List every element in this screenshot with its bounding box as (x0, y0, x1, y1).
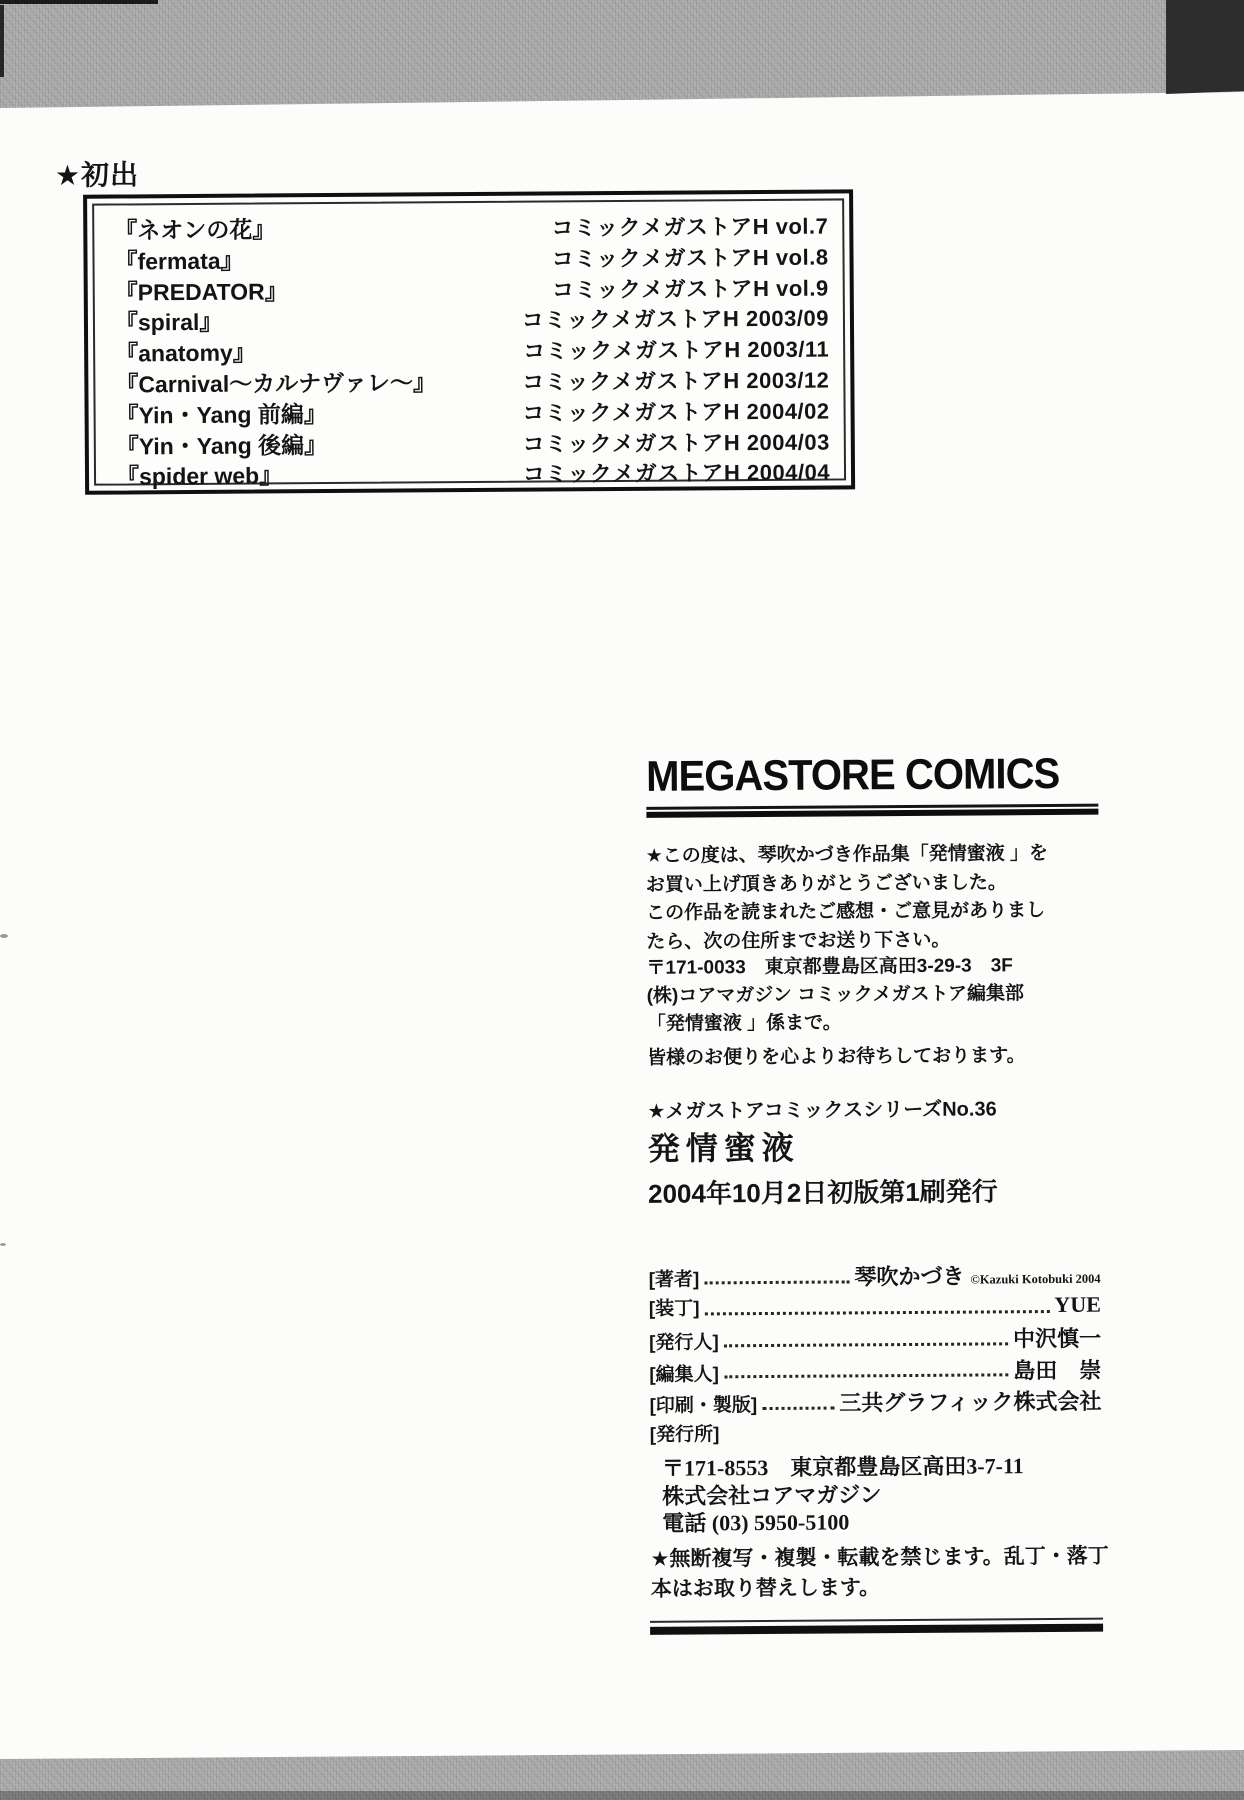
address-line: 「発情蜜液 」係まで。 (646, 1012, 842, 1035)
publication-source: コミックメガストアH vol.7 (551, 213, 829, 241)
first-publication-list (92, 198, 846, 490)
publication-row (114, 208, 828, 244)
dotted-leader (704, 1280, 849, 1284)
thanks-paragraph (646, 840, 1049, 957)
editorial-address (646, 952, 1024, 1039)
publisher-address-line: 〒171-8553 東京都豊島区高田3-7-11 (661, 1453, 1024, 1481)
office-label: [発行所] (649, 1423, 720, 1446)
author-copyright: ©Kazuki Kotobuki 2004 (970, 1271, 1101, 1287)
address-line: (株)コアマガジン コミックメガストア編集部 (646, 983, 1025, 1007)
dotted-leader (705, 1310, 1050, 1315)
publication-source: コミックメガストアH 2003/12 (522, 367, 830, 395)
author-label: [著者] (648, 1269, 700, 1291)
publication-source: コミックメガストアH 2004/02 (522, 398, 830, 426)
book-title: 発情蜜液 (647, 1129, 800, 1167)
edition-line: 2004年10月2日初版第1刷発行 (647, 1176, 998, 1209)
publication-row (115, 269, 829, 305)
address-line: 〒171-0033 東京都豊島区高田3-29-3 3F (646, 955, 1013, 979)
publisher-phone-line: 電話 (03) 5950-5100 (662, 1509, 850, 1536)
publication-source: コミックメガストアH vol.8 (551, 244, 829, 272)
logo-text: MEGASTORE COMICS (645, 749, 1060, 801)
credit-row-design (649, 1290, 1101, 1325)
megastore-comics-logo (645, 749, 1098, 818)
publication-title: 『fermata』 (114, 247, 244, 275)
credit-row-office (650, 1416, 1102, 1451)
dotted-leader (762, 1406, 834, 1410)
author-name: 琴吹かづき (854, 1263, 965, 1290)
scan-bottom-band-shade (0, 1791, 1244, 1800)
design-name: YUE (1054, 1291, 1101, 1317)
editor-label: [編集人] (649, 1363, 720, 1386)
publisher-address-block (662, 1452, 1103, 1538)
first-publication-box (83, 189, 855, 494)
publisher-label: [発行人] (649, 1332, 719, 1354)
publication-source: コミックメガストアH 2004/03 (522, 429, 830, 457)
publication-title: 『PREDATOR』 (114, 277, 288, 306)
series-number: ★メガストアコミックスシリーズNo.36 (647, 1098, 997, 1123)
publication-source: コミックメガストアH vol.9 (551, 275, 829, 303)
publication-source: コミックメガストアH 2004/04 (522, 459, 831, 488)
printing-label: [印刷・製版] (649, 1395, 758, 1417)
publication-title: 『ネオンの花』 (114, 216, 276, 244)
printing-company: 三共グラフィック株式会社 (839, 1388, 1102, 1416)
thanks-line: お買い上げ頂きありがとうございました。 (645, 871, 1007, 896)
thanks-line: ★この度は、琴吹かづき作品集「発情蜜液 」を (645, 843, 1049, 867)
credit-row-printing (649, 1385, 1101, 1420)
publication-title: 『spider web』 (115, 462, 283, 490)
rule-thin (650, 1618, 1103, 1623)
warning-line: 本はお取り替えします。 (650, 1576, 881, 1601)
credit-row-publisher (649, 1322, 1101, 1357)
publication-row (115, 362, 829, 398)
publication-title: 『Carnival〜カルナヴァレ〜』 (115, 369, 437, 398)
publication-row (116, 423, 830, 459)
publication-row (115, 300, 829, 336)
credit-row-author (649, 1259, 1101, 1294)
publication-title: 『Yin・Yang 後編』 (115, 431, 328, 460)
publication-source: コミックメガストアH 2003/09 (521, 305, 830, 334)
credits-list (649, 1259, 1103, 1538)
publication-row (115, 331, 829, 367)
publication-title: 『anatomy』 (115, 339, 256, 367)
publisher-company-line: 株式会社コアマガジン (662, 1481, 882, 1509)
rule-thick (650, 1624, 1103, 1635)
dotted-leader (724, 1342, 1008, 1347)
publication-row (116, 454, 830, 490)
publication-source: コミックメガストアH 2003/11 (523, 336, 830, 364)
waiting-note: 皆様のお便りを心よりお待ちしております。 (647, 1045, 1026, 1069)
warning-line: ★無断複写・複製・転載を禁じます。乱丁・落丁 (650, 1544, 1109, 1571)
editor-name: 島田 崇 (1013, 1357, 1102, 1383)
first-publication-heading: ★初出 (54, 159, 140, 191)
reprint-warning (651, 1542, 1110, 1605)
publication-row (115, 392, 829, 428)
thanks-line: この作品を読まれたご感想・ご意見がありまし (646, 900, 1046, 924)
publication-title: 『Yin・Yang 前編』 (115, 400, 327, 429)
logo-underline-thick (646, 809, 1098, 818)
thanks-line: たら、次の住所までお送り下さい。 (646, 929, 951, 953)
publisher-name: 中沢慎一 (1012, 1325, 1102, 1352)
design-label: [装丁] (648, 1297, 700, 1320)
publication-row (114, 238, 828, 274)
bottom-double-rule (650, 1618, 1103, 1635)
dotted-leader (724, 1373, 1008, 1378)
publication-title: 『spiral』 (114, 309, 223, 336)
credit-row-editor (649, 1353, 1101, 1388)
